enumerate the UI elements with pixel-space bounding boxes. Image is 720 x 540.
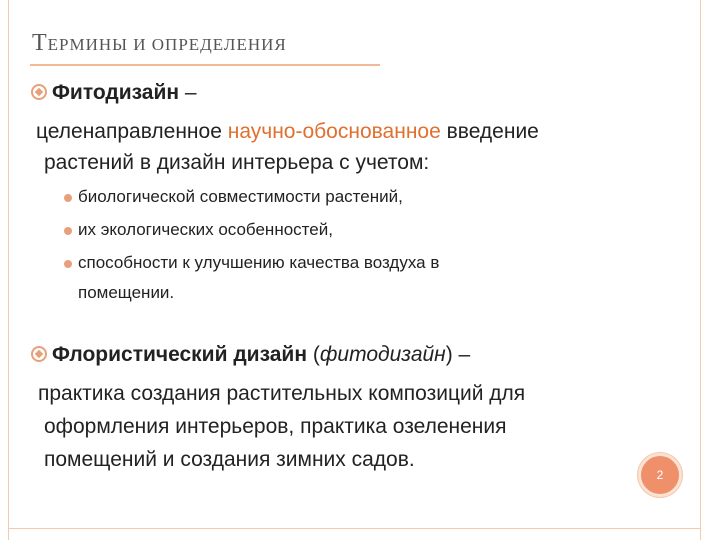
definition-text: введение (440, 120, 539, 143)
page-number-badge: 2 (638, 453, 682, 497)
definition-2-line-3: помещений и создания зимних садов. (44, 448, 415, 471)
frame-left-line (8, 0, 9, 540)
term-line-2 (52, 344, 470, 365)
subitem-1: биологической совместимости растений, (78, 187, 403, 206)
frame-right-line (700, 0, 701, 540)
definition-text: целенаправленное (36, 120, 228, 143)
subitem-3: способности к улучшению качества воздуха в (78, 253, 440, 272)
term-phytodesign: Фитодизайн (52, 81, 180, 104)
paren-close: ) – (445, 343, 471, 366)
term-floristic-design: Флористический дизайн (52, 343, 308, 366)
sub-bullet-dot (64, 227, 72, 235)
sub-bullet-dot (64, 194, 72, 202)
term-dash: – (179, 81, 197, 104)
paren-open: ( (307, 343, 320, 366)
definition-2-line-2: оформления интерьеров, практика озеленения (44, 415, 507, 438)
accent-text: научно-обоснованное (227, 120, 441, 143)
sub-bullet-dot (64, 260, 72, 268)
term-synonym: фитодизайн (319, 343, 446, 366)
slide-title (32, 30, 287, 57)
title-first-letter: Т (32, 30, 48, 56)
subitem-3-continued: помещении. (78, 283, 175, 302)
bullet-diamond-icon (31, 346, 47, 362)
title-underline (30, 64, 380, 66)
subitem-2: их экологических особенностей, (78, 220, 333, 239)
definition-line-2: растений в дизайн интерьера с учетом: (44, 151, 430, 174)
definition-line-1 (36, 121, 539, 142)
definition-2-line-1: практика создания растительных композиций для (38, 382, 526, 405)
bullet-diamond-icon (31, 84, 47, 100)
frame-bottom-line (8, 528, 701, 529)
term-line-1 (52, 82, 197, 103)
title-rest: ЕРМИНЫ И ОПРЕДЕЛЕНИЯ (47, 35, 287, 54)
